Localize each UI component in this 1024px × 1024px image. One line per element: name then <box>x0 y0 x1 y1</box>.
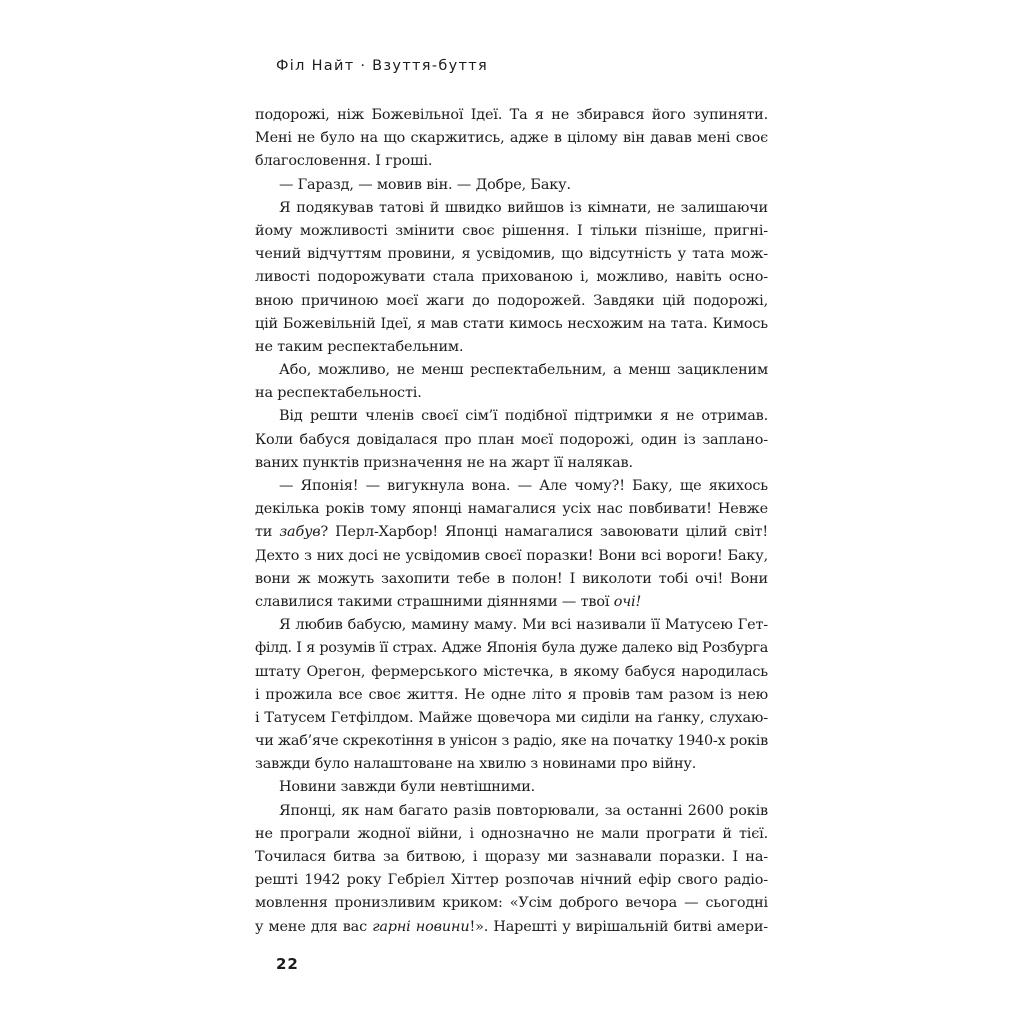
text-segment: ? Перл-Харбор! Японці намагалися завоювати цілий світ! <box>320 524 768 541</box>
text-segment: славилися такими страшними діяннями — твої <box>255 593 614 610</box>
running-header: Філ Найт · Взуття-буття <box>276 58 488 74</box>
text-line <box>255 127 768 150</box>
text-segment: йому можливості змінити своє рішення. І тільки пізніше, пригні- <box>255 222 768 239</box>
text-line <box>255 753 768 776</box>
text-segment: Дехто з них досі не усвідомив своєї поразки! Вони всі вороги! Баку, <box>255 547 768 564</box>
italic-text: забув <box>279 524 321 541</box>
text-line <box>255 382 768 405</box>
text-line <box>255 243 768 266</box>
text-segment: завжди було налаштоване на хвилю з новинами про війну. <box>255 756 697 773</box>
text-line <box>255 800 768 823</box>
text-segment: Мені не було на що скаржитись, адже в цілому він давав мені своє <box>255 130 768 147</box>
text-line <box>255 150 768 173</box>
text-segment: ваних пунктів призначення не на жарт її налякав. <box>255 454 633 471</box>
text-line <box>255 475 768 498</box>
text-segment: не програли жодної війни, і однозначно не мали програти й тієї. <box>255 825 768 842</box>
text-segment: — Японія! — вигукнула вона. — Але чому?! Баку, ще якихось <box>279 478 768 494</box>
text-segment: і прожила все своє життя. Не одне літо я провів там разом із нею <box>255 686 768 703</box>
text-segment: філд. І я розумів її страх. Адже Японія була дуже далеко від Розбурга <box>255 640 768 657</box>
page-number: 22 <box>276 955 299 973</box>
text-segment: подорожі, ніж Божевільної Ідеї. Та я не збирався його зупиняти. <box>255 107 768 123</box>
text-segment: Від решти членів своєї сім’ї подібної підтримки я не отримав. <box>279 408 768 425</box>
text-line <box>255 429 768 452</box>
text-line <box>255 336 768 359</box>
text-line <box>255 104 768 127</box>
text-segment: декілька років тому японці намагалися усіх нас повбивати! Невже <box>255 501 768 518</box>
text-line <box>255 498 768 521</box>
text-segment: Або, можливо, не менш респектабельним, а менш зацикленим <box>279 362 768 379</box>
text-segment: вони ж можуть захопити тебе в полон! І виколоти тобі очі! Вони <box>255 570 768 587</box>
text-line <box>255 197 768 220</box>
text-segment: і Татусем Гетфілдом. Майже щовечора ми сиділи на ґанку, слухаю- <box>255 709 768 726</box>
text-line <box>255 916 768 939</box>
text-line <box>255 637 768 660</box>
text-line <box>255 452 768 475</box>
text-line <box>255 614 768 637</box>
text-segment: мовлення пронизливим криком: «Усім доброго вечора — сьогодні <box>255 895 768 912</box>
text-line <box>255 684 768 707</box>
text-segment: решті 1942 року Гебріел Хіттер розпочав нічний ефір свого радіо- <box>255 872 768 889</box>
text-line <box>255 707 768 730</box>
text-segment: — Гаразд, — мовив він. — Добре, Баку. <box>279 176 571 193</box>
text-segment: вною причиною моєї жаги до подорожей. Завдяки цій подорожі, <box>255 292 768 309</box>
text-line <box>255 405 768 428</box>
text-segment: Я любив бабусю, мамину маму. Ми всі називали її Матусею Гет- <box>279 617 768 634</box>
text-segment: чений відчуттям провини, я усвідомив, що відсутність у тата мож- <box>255 246 768 263</box>
text-line <box>255 661 768 684</box>
text-line <box>255 545 768 568</box>
text-line <box>255 568 768 591</box>
text-segment: штату Орегон, фермерського містечка, в якому бабуся народилась <box>255 663 768 680</box>
text-segment: на респектабельності. <box>255 385 422 402</box>
text-line <box>255 313 768 336</box>
text-line <box>255 290 768 313</box>
body-text <box>255 104 768 939</box>
text-segment: не таким респектабельним. <box>255 338 464 355</box>
italic-text: гарні новини <box>372 918 470 935</box>
text-segment: Я подякував татові й швидко вийшов із кімнати, не залишаючи <box>279 199 768 216</box>
text-line <box>255 591 768 614</box>
text-segment: Коли бабуся довідалася про план моєї подорожі, один із заплано- <box>255 431 768 448</box>
text-segment: ливості подорожувати стала прихованою і, можливо, навіть осно- <box>255 269 768 286</box>
text-segment: ти <box>255 524 280 541</box>
italic-text: очі! <box>613 593 642 610</box>
text-segment: Точилася битва за битвою, і щоразу ми зазнавали поразки. І на- <box>255 849 768 865</box>
text-segment: Японці, як нам багато разів повторювали, за останні 2600 років <box>279 802 768 819</box>
text-segment: Новини завжди були невтішними. <box>279 779 536 796</box>
text-line <box>255 521 768 544</box>
text-segment: благословення. І гроші. <box>255 153 433 170</box>
text-line <box>255 846 768 869</box>
text-line <box>255 730 768 753</box>
text-line <box>255 823 768 846</box>
text-line <box>255 266 768 289</box>
text-line <box>255 359 768 382</box>
text-segment: цій Божевільній Ідеї, я мав стати кимось несхожим на тата. Кимось <box>255 315 768 332</box>
text-segment: у мене для вас <box>255 918 373 935</box>
text-line <box>255 174 768 197</box>
text-line <box>255 869 768 892</box>
text-line <box>255 776 768 799</box>
text-line <box>255 892 768 915</box>
text-line <box>255 220 768 243</box>
text-segment: !». Нарешті у вирішальній битві амери- <box>469 918 768 935</box>
text-segment: чи жаб’яче скрекотіння в унісон з радіо, яке на початку 1940-х років <box>255 733 768 750</box>
